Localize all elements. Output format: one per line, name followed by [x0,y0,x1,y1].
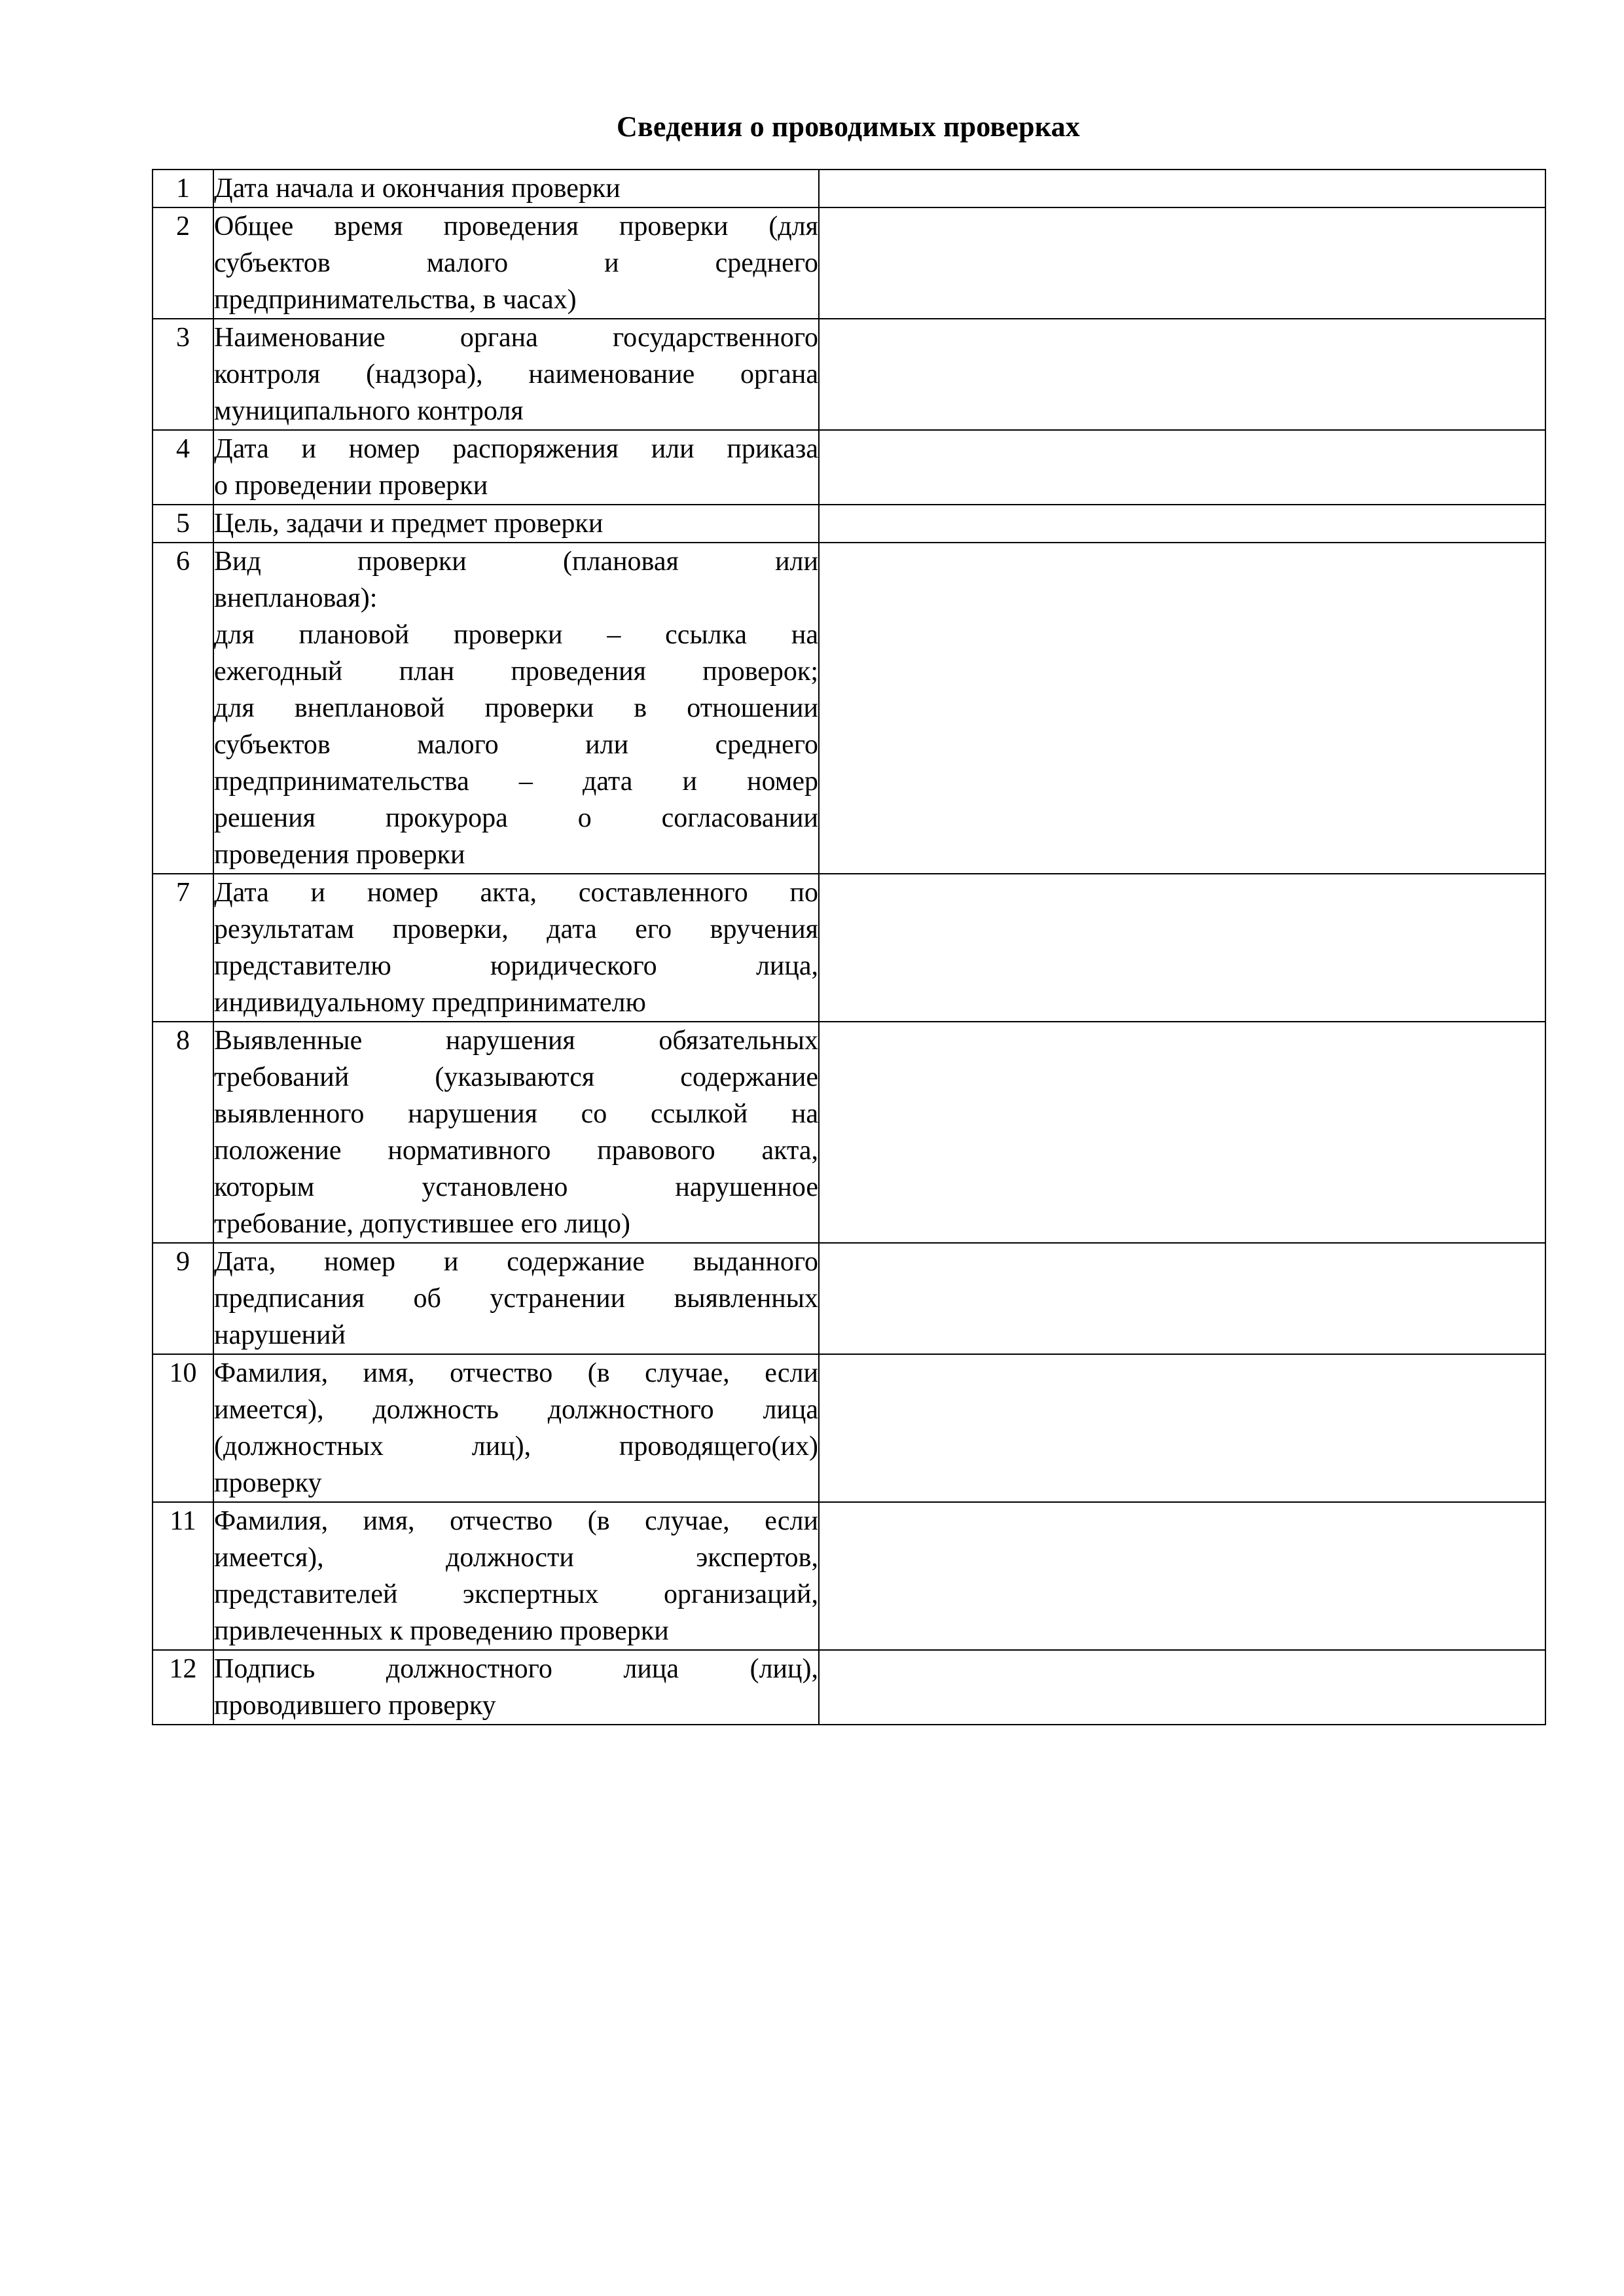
table-row [153,170,1545,207]
description-line: для внеплановой проверки в отношении [214,693,818,723]
description-line: имеется), должности экспертов, [214,1543,818,1573]
row-value-input[interactable] [819,1022,1545,1243]
description-line: Дата начала и окончания проверки [214,173,621,204]
description-line: представителю юридического лица, [214,951,818,981]
description-line: Подпись должностного лица (лиц), [214,1654,818,1684]
table-body [153,170,1545,1725]
description-line: проверку [214,1468,322,1498]
description-line: предпринимательства – дата и номер [214,766,818,797]
description-line: предписания об устранении выявленных [214,1283,818,1314]
row-value-input[interactable] [819,170,1545,207]
row-description [213,1243,819,1354]
row-number: 7 [153,874,213,1022]
row-number: 10 [153,1354,213,1502]
description-line: Дата и номер распоряжения или приказа [214,434,818,464]
description-line: Общее время проведения проверки (для [214,211,818,242]
description-line: муниципального контроля [214,396,524,426]
description-line: Дата, номер и содержание выданного [214,1247,818,1277]
description-line: (должностных лиц), проводящего(их) [214,1431,818,1462]
description-line: требование, допустившее его лицо) [214,1209,630,1239]
description-line: представителей экспертных организаций, [214,1579,818,1609]
row-description [213,505,819,543]
row-number: 1 [153,170,213,207]
table-row [153,1354,1545,1502]
row-value-input[interactable] [819,1650,1545,1725]
description-line: ежегодный план проведения проверок; [214,656,818,687]
description-line: индивидуальному предпринимателю [214,988,646,1018]
description-line: предпринимательства, в часах) [214,285,577,315]
table-row [153,319,1545,430]
row-number: 2 [153,207,213,319]
description-line: Цель, задачи и предмет проверки [214,509,604,539]
table-row [153,1243,1545,1354]
description-line: нарушений [214,1320,346,1350]
page-title: Сведения о проводимых проверках [616,111,1080,143]
description-line: Фамилия, имя, отчество (в случае, если [214,1506,818,1536]
row-description [213,207,819,319]
row-number: 12 [153,1650,213,1725]
row-value-input[interactable] [819,505,1545,543]
description-line: результатам проверки, дата его вручения [214,914,818,944]
row-number: 6 [153,543,213,874]
row-description [213,1502,819,1650]
row-value-input[interactable] [819,874,1545,1022]
row-description [213,1354,819,1502]
description-line: Вид проверки (плановая или [214,547,818,577]
description-line: проводившего проверку [214,1691,496,1721]
description-line: для плановой проверки – ссылка на [214,620,818,650]
description-line: Дата и номер акта, составленного по [214,878,818,908]
row-value-input[interactable] [819,430,1545,505]
description-line: контроля (надзора), наименование органа [214,359,818,389]
description-line: о проведении проверки [214,471,488,501]
row-description [213,874,819,1022]
row-value-input[interactable] [819,1243,1545,1354]
table-row [153,1502,1545,1650]
description-line: имеется), должность должностного лица [214,1395,818,1425]
row-value-input[interactable] [819,319,1545,430]
description-line: Выявленные нарушения обязательных [214,1026,818,1056]
row-description [213,1022,819,1243]
row-value-input[interactable] [819,207,1545,319]
row-description [213,1650,819,1725]
description-line: субъектов малого или среднего [214,730,818,760]
inspection-details-table [152,169,1546,1725]
description-line: внеплановая): [214,583,378,613]
description-line: Фамилия, имя, отчество (в случае, если [214,1358,818,1388]
row-number: 8 [153,1022,213,1243]
table-row [153,874,1545,1022]
table-row [153,1650,1545,1725]
description-line: требований (указываются содержание [214,1062,818,1092]
description-line: положение нормативного правового акта, [214,1136,818,1166]
row-value-input[interactable] [819,543,1545,874]
table-row [153,1022,1545,1243]
table-row [153,543,1545,874]
row-number: 9 [153,1243,213,1354]
row-description [213,170,819,207]
row-number: 11 [153,1502,213,1650]
row-description [213,543,819,874]
row-value-input[interactable] [819,1354,1545,1502]
row-value-input[interactable] [819,1502,1545,1650]
table-row [153,505,1545,543]
description-line: решения прокурора о согласовании [214,803,818,833]
row-number: 5 [153,505,213,543]
description-line: которым установлено нарушенное [214,1172,818,1202]
description-line: привлеченных к проведению проверки [214,1616,669,1646]
table-row [153,430,1545,505]
description-line: Наименование органа государственного [214,323,818,353]
row-number: 3 [153,319,213,430]
description-line: выявленного нарушения со ссылкой на [214,1099,818,1129]
row-number: 4 [153,430,213,505]
row-description [213,430,819,505]
description-line: проведения проверки [214,840,465,870]
description-line: субъектов малого и среднего [214,248,818,278]
row-description [213,319,819,430]
table-row [153,207,1545,319]
